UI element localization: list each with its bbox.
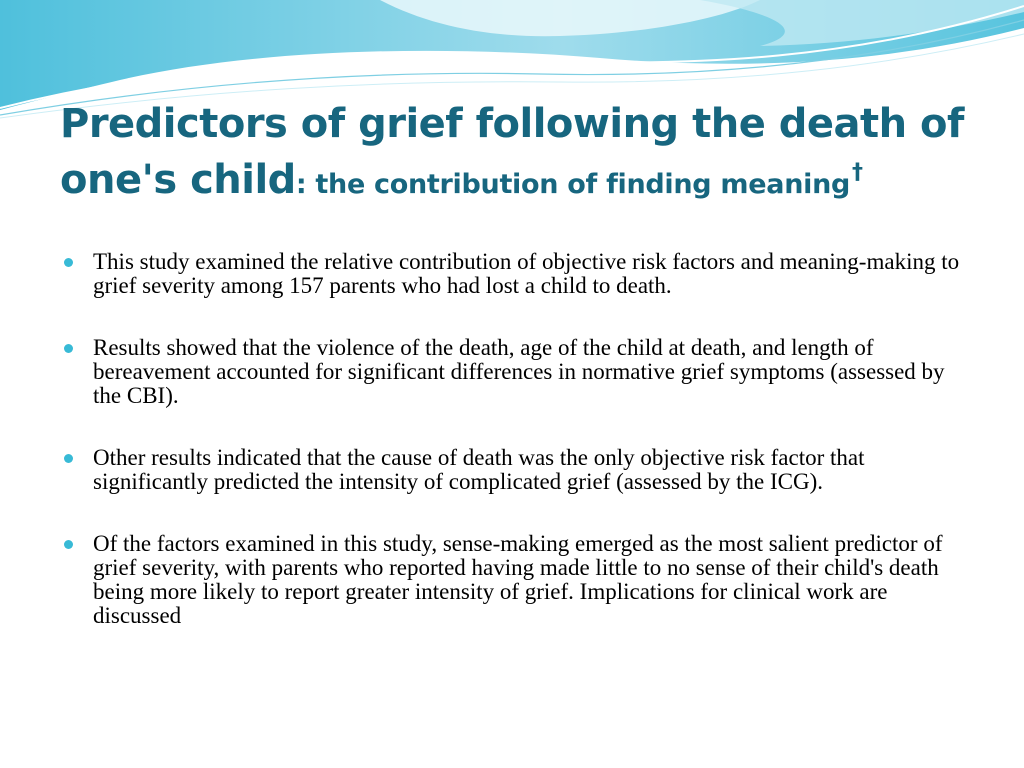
bullet-text: This study examined the relative contribution of objective risk factors and meaning-making to grief severity among 157 parents who had lost a child to death. — [93, 249, 960, 298]
title-dagger-mark: † — [852, 160, 864, 185]
bullet-item — [62, 336, 962, 408]
bullet-dot-icon — [64, 258, 73, 267]
slide-title — [60, 96, 990, 208]
bullet-text: Results showed that the violence of the death, age of the child at death, and length of bereavement accounted for significant differences in normative grief symptoms (assessed by the CBI). — [93, 335, 945, 408]
bullet-dot-icon — [64, 344, 73, 353]
bullet-list — [62, 250, 962, 666]
title-main: Predictors of grief following the death of one's child — [60, 101, 964, 203]
title-subtitle: : the contribution of finding meaning — [295, 169, 851, 200]
bullet-text: Other results indicated that the cause of death was the only objective risk factor that significantly predicted the intensity of complicated grief (assessed by the ICG). — [93, 445, 865, 494]
bullet-text: Of the factors examined in this study, sense-making emerged as the most salient predictor of grief severity, with parents who reported having made little to no sense of their child's death being more likely to report greater intensity of grief. Implications for clinical work are discussed — [93, 531, 943, 628]
bullet-dot-icon — [64, 540, 73, 549]
bullet-dot-icon — [64, 454, 73, 463]
bullet-item — [62, 532, 962, 628]
bullet-item — [62, 250, 962, 298]
bullet-item — [62, 446, 962, 494]
